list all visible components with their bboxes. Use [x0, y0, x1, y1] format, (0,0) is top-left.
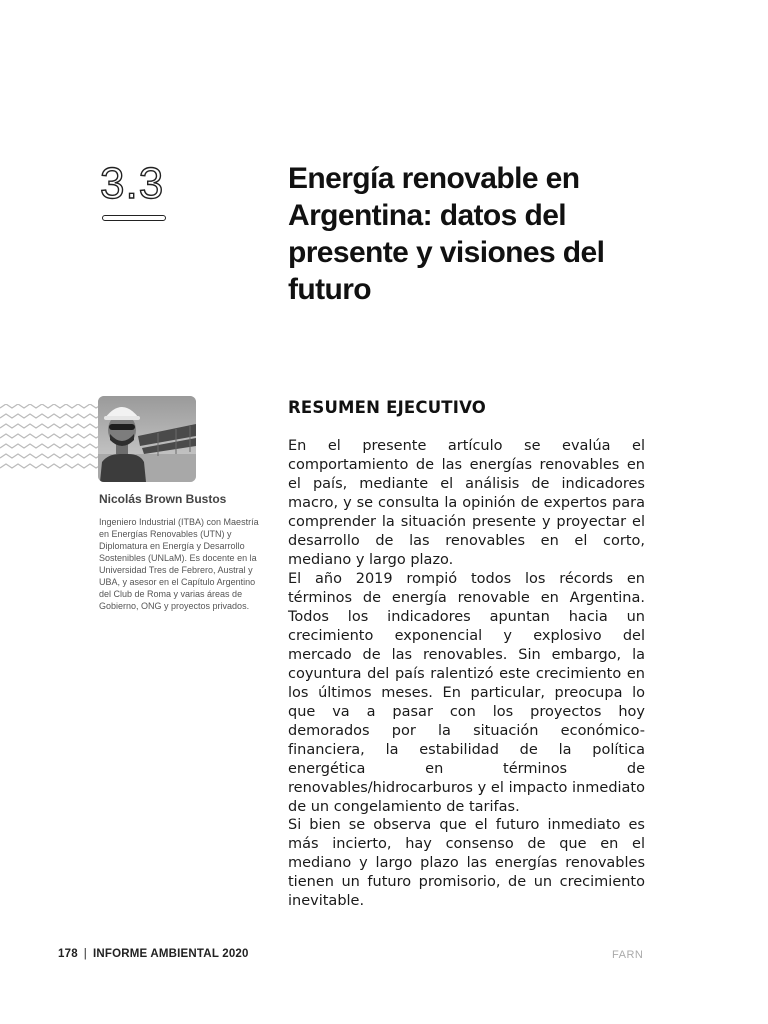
author-bio: Ingeniero Industrial (ITBA) con Maestría en Energías Renovables (UTN) y Diplomatura en Energía y Desarrollo Sostenibles (UNLaM). Es docente en la Universidad Tres de Febrero, Austral y UBA, y asesor en el Capítulo Argentino del Club de Roma y varias áreas de Gobierno, ONG y proyectos privados.: [99, 517, 259, 611]
summary-paragraph-3: Si bien se observa que el futuro inmediato es más incierto, hay consenso de que en el mediano y largo plazo las energías renovables tienen un futuro promisorio, de un crecimiento inevitable.: [288, 817, 645, 909]
article-title: Energía renovable en Argentina: datos del presente y visiones del futuro: [288, 162, 605, 306]
publication-name: INFORME AMBIENTAL 2020: [92, 948, 249, 960]
section-number-underline: [102, 215, 166, 221]
zigzag-decoration: [0, 404, 100, 474]
page-number: 178: [58, 948, 78, 960]
section-heading: RESUMEN EJECUTIVO: [288, 398, 486, 417]
organization-name: FARN: [612, 949, 644, 961]
page-footer: [58, 948, 249, 960]
summary-paragraph-2: El año 2019 rompió todos los récords en términos de energía renovable en Argentina. Todos los indicadores apuntan hacia un crecimiento exponencial y explosivo del mercado de las renovables. Sin embargo, la coyuntura del país ralentizó este crecimiento en los últimos meses. En particular, preocupa lo que va a pasar con los proyectos hoy demorados por la situación económico-financiera, la estabilidad de la política energética en términos de renovables/hidrocarburos y el impacto inmediato de un congelamiento de tarifas.: [288, 571, 645, 815]
author-name: Nicolás Brown Bustos: [99, 492, 227, 506]
footer-separator: |: [83, 948, 87, 960]
author-photo: [98, 396, 196, 482]
section-number: [100, 158, 170, 228]
section-number-text: 3.3: [100, 159, 165, 208]
summary-paragraph-1: En el presente artículo se evalúa el comportamiento de las energías renovables en el país, mediante el análisis de indicadores macro, y se consulta la opinión de expertos para comprender la situación presente y proyectar el desarrollo de las renovables en el corto, mediano y largo plazo.: [288, 438, 645, 568]
